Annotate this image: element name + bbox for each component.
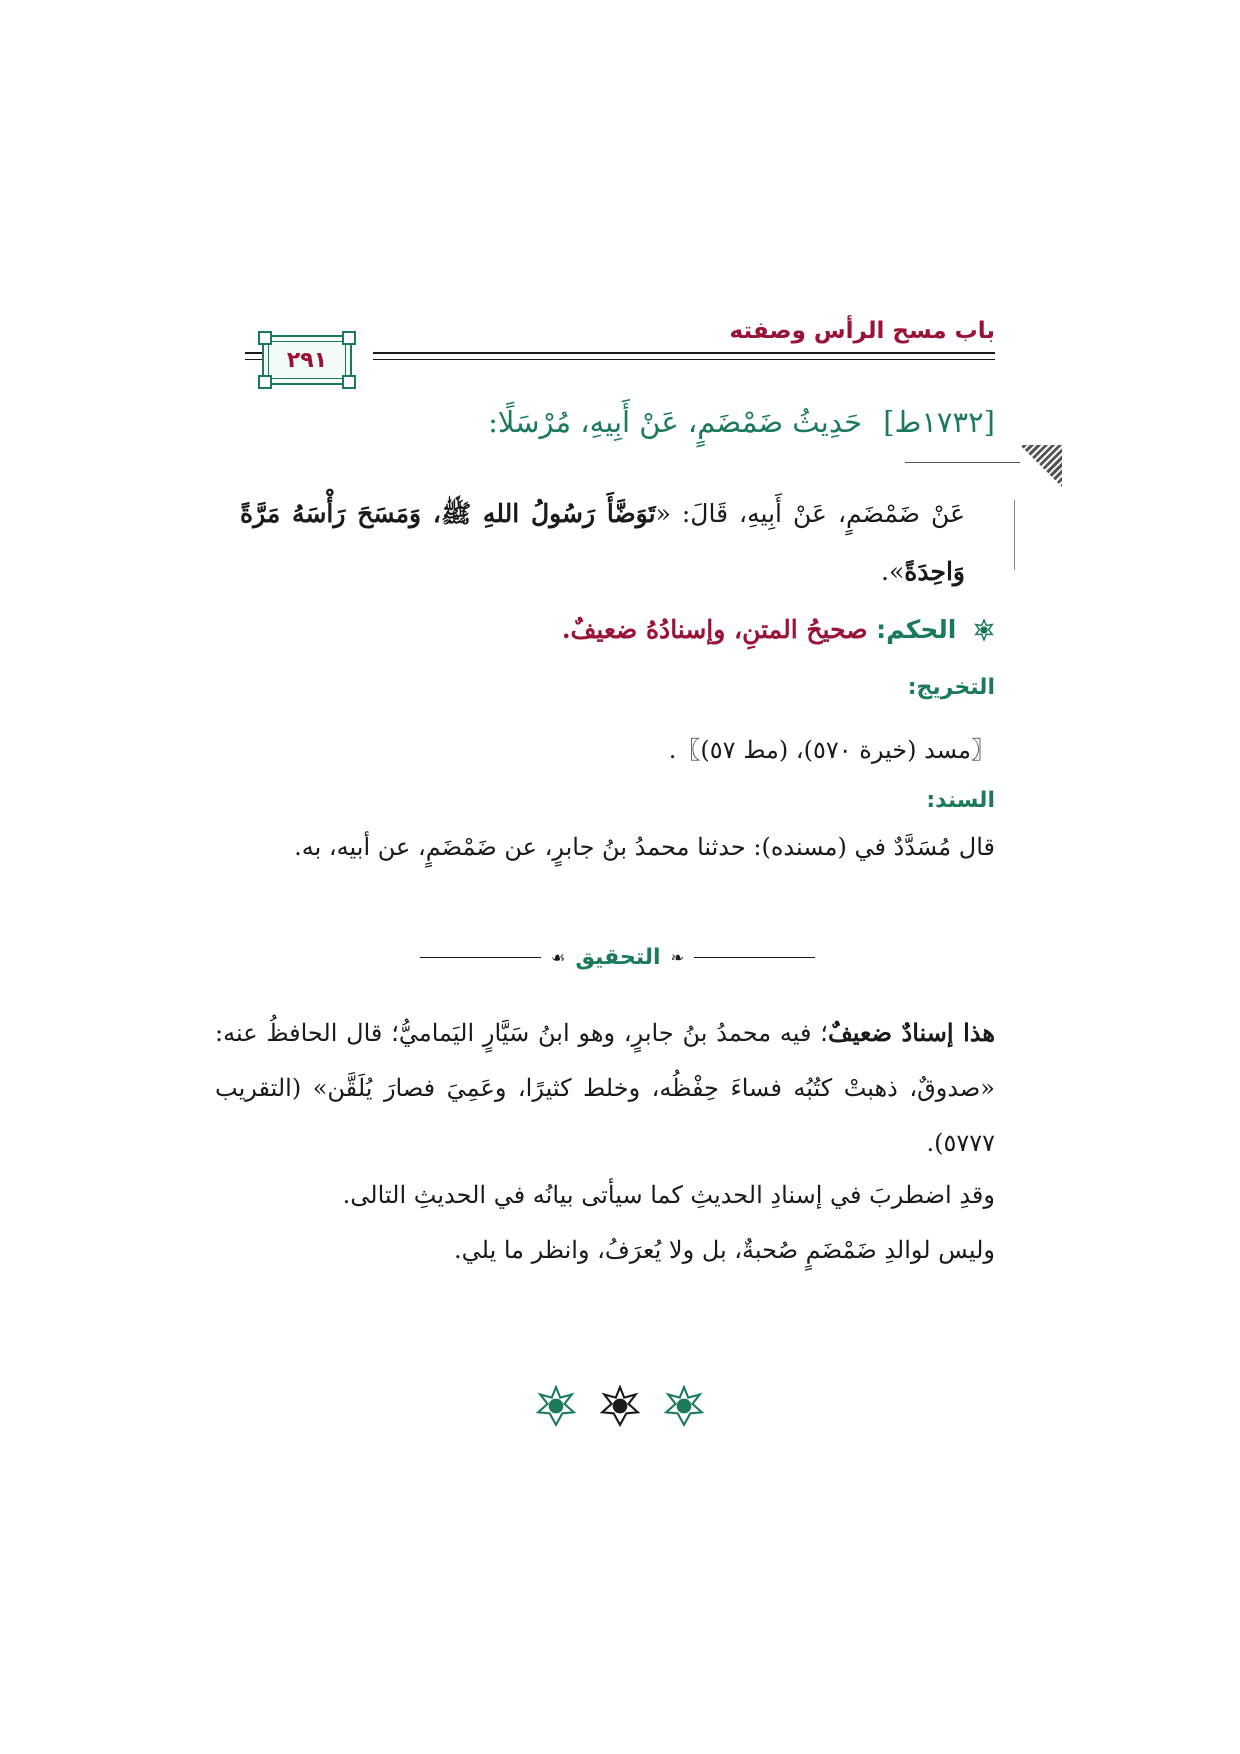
flower-ornament-icon [973,619,995,641]
flower-ornament-icon [599,1385,641,1427]
tahqiq-paragraph-2: وقدِ اضطربَ في إسنادِ الحديثِ كما سيأتى بيانُه في الحديثِ التالى. [342,1181,995,1209]
swirl-ornament-icon: ❧ [670,947,685,967]
end-ornaments [535,1385,705,1425]
hadith-text: عَنْ ضَمْضَمٍ، عَنْ أَبِيهِ، قَالَ: «تَوَضَّأَ رَسُولُ اللهِ ﷺ، وَمَسَحَ رَأْسَهُ مَرَّةً وَاحِدَةً». [240,499,965,586]
swirl-ornament-icon: ☙ [550,947,566,967]
hadith-quote: تَوَضَّأَ رَسُولُ اللهِ ﷺ، وَمَسَحَ رَأْسَهُ مَرَّةً وَاحِدَةً [240,499,965,586]
hadith-number: [١٧٣٢ط] [883,405,995,439]
header-rule-bottom [373,359,995,360]
flower-ornament-icon [663,1385,705,1427]
hadith-title: حَدِيثُ ضَمْضَمٍ، عَنْ أَبِيهِ، مُرْسَلًا: [488,405,862,439]
hadith-heading [235,405,995,439]
running-title: باب مسح الرأس وصفته [729,318,995,344]
sanad-label: السند: [926,788,995,813]
ruling-label: الحكم: [876,615,957,644]
header-rule-top [373,352,995,354]
ruling [562,615,995,644]
page-number-frame [262,335,352,385]
takhrij-label: التخريج: [907,675,995,700]
flower-ornament-icon [535,1385,577,1427]
page-number: ٢٩١ [286,347,328,373]
sanad-text: قال مُسَدَّدٌ في (مسنده): حدثنا محمدُ بنُ جابرٍ، عن ضَمْضَمٍ، عن أبيه، به. [294,833,995,861]
hadith-frame-bar [1014,500,1015,570]
takhrij-text: 〖مسد (خيرة ٥٧٠)، (مط ٥٧)〗. [668,736,995,764]
tahqiq-paragraph-1: هذا إسنادٌ ضعيفٌ؛ فيه محمدُ بنُ جابرٍ، وهو ابنُ سَيَّارٍ اليَماميُّ؛ قال الحافظُ عنه: «صدوقٌ، ذهبتْ كتُبُه فساءَ حِفْظُه، وخلط كثيرًا، وعَمِيَ فصارَ يُلَقَّن» (التقريب ٥٧٧٧). [215,1018,996,1157]
hadith-frame-rule [905,462,1020,463]
ruling-value: صحيحُ المتنِ، وإسنادُهُ ضعيفٌ. [561,615,868,644]
tahqiq-title: التحقيق [575,944,661,970]
tahqiq-divider [420,942,815,972]
tahqiq-paragraph-3: وليس لوالدِ ضَمْضَمٍ صُحبةٌ، بل ولا يُعرَفُ، وانظر ما يلي. [453,1236,995,1264]
